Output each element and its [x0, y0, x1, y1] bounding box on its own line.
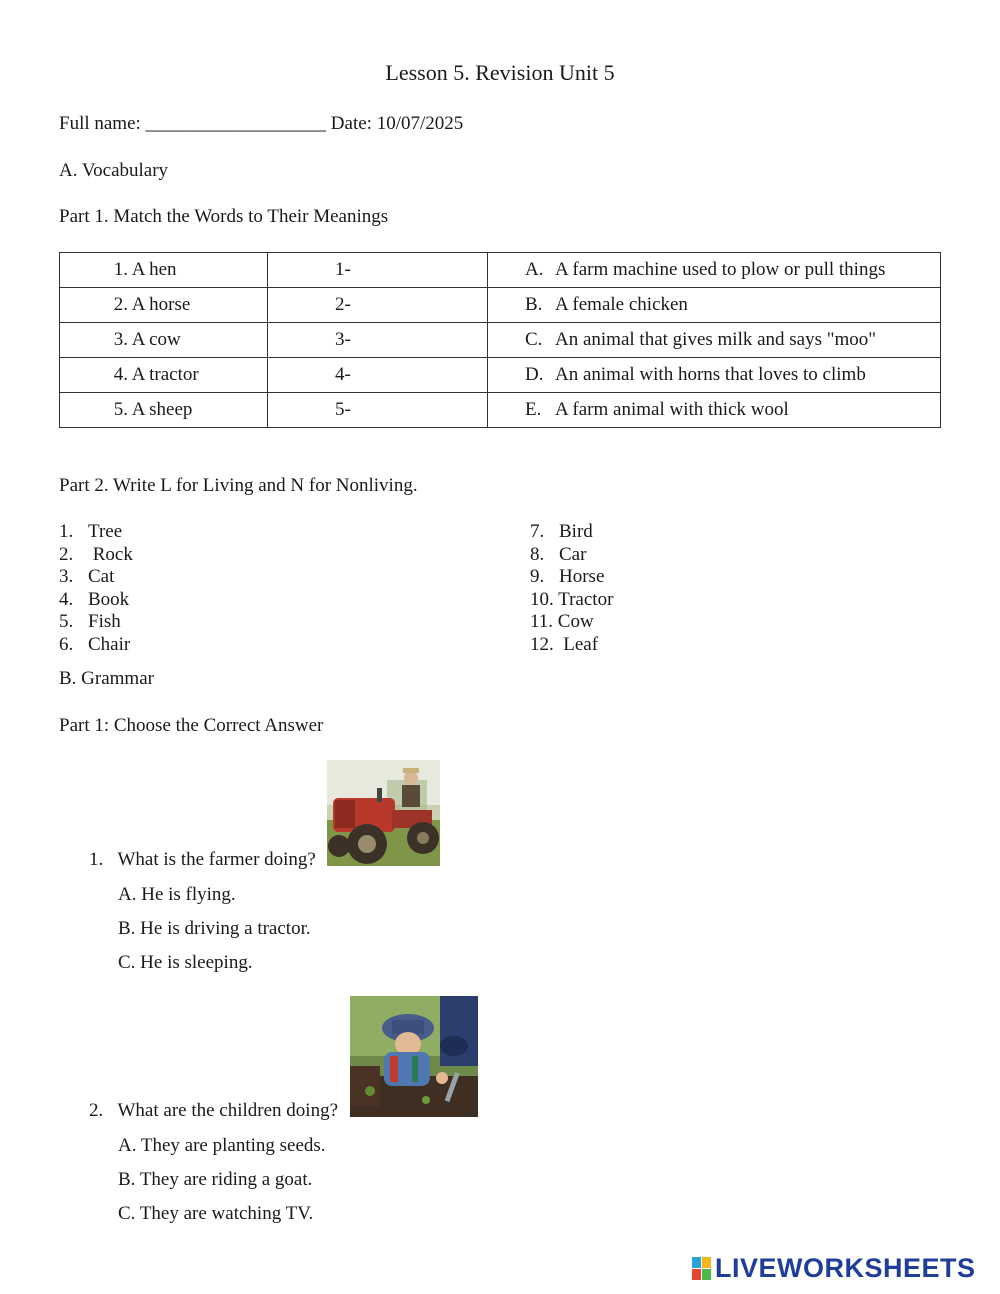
match-meaning: An animal with horns that loves to climb: [555, 364, 866, 385]
answer-blank[interactable]: 3-: [335, 329, 351, 350]
page-title: Lesson 5. Revision Unit 5: [385, 60, 615, 85]
q1-option-b[interactable]: B. He is driving a tractor.: [118, 918, 311, 939]
question-text: What are the children doing?: [117, 1100, 339, 1121]
fullname-date-line: Full name: ___________________ Date: 10/07/2025: [59, 113, 464, 134]
question-number: 1.: [89, 849, 104, 870]
row-number: 2.: [113, 294, 128, 315]
list-item: 8. Car: [530, 543, 587, 565]
row-number: 5.: [113, 399, 128, 420]
list-item: 12. Leaf: [530, 633, 599, 655]
q1-option-c[interactable]: C. He is sleeping.: [118, 952, 253, 973]
match-word: A cow: [131, 329, 181, 350]
match-meaning: An animal that gives milk and says "moo": [555, 329, 877, 350]
row-number: 4.: [113, 364, 128, 385]
list-item: 5. Fish: [59, 611, 121, 633]
part1-heading: Part 1. Match the Words to Their Meanings: [59, 206, 389, 227]
q2-option-c[interactable]: C. They are watching TV.: [118, 1203, 314, 1224]
living-list-right: [530, 521, 613, 657]
match-meaning: A farm machine used to plow or pull things: [555, 259, 886, 280]
match-word: A sheep: [131, 399, 193, 420]
meaning-letter: A.: [525, 259, 544, 280]
logo-text: LIVEWORKSHEETS: [715, 1253, 976, 1283]
meaning-letter: E.: [525, 399, 542, 420]
match-table: [59, 252, 941, 428]
liveworksheets-logo[interactable]: [692, 1253, 976, 1284]
section-b-heading: B. Grammar: [59, 668, 154, 689]
match-meaning: A female chicken: [555, 294, 688, 315]
q2-option-a[interactable]: A. They are planting seeds.: [118, 1135, 326, 1156]
section-a-heading: A. Vocabulary: [59, 160, 169, 181]
living-list-left: [59, 521, 133, 657]
table-row: [60, 358, 941, 393]
table-row: [60, 323, 941, 358]
grammar-part1-heading: Part 1: Choose the Correct Answer: [59, 715, 324, 736]
question-text: What is the farmer doing?: [117, 849, 316, 870]
answer-blank[interactable]: 1-: [335, 259, 351, 280]
farmer-tractor-image: [327, 760, 440, 866]
list-item: 3. Cat: [59, 566, 115, 588]
row-number: 3.: [113, 329, 128, 350]
row-number: 1.: [113, 259, 128, 280]
match-word: A tractor: [131, 364, 199, 385]
list-item: 4. Book: [59, 588, 130, 610]
list-item: 6. Chair: [59, 633, 131, 655]
list-item: 11. Cow: [530, 611, 594, 633]
list-item: 7. Bird: [530, 521, 593, 542]
question-1: [89, 849, 316, 871]
meaning-letter: B.: [525, 294, 543, 315]
table-row: [60, 393, 941, 428]
list-item: 1. Tree: [59, 521, 123, 542]
logo-mark-icon: [692, 1257, 711, 1280]
meaning-letter: D.: [525, 364, 544, 385]
part2-heading: Part 2. Write L for Living and N for Nonliving.: [59, 475, 418, 496]
answer-blank[interactable]: 4-: [335, 364, 351, 385]
question-2: [89, 1100, 338, 1122]
match-meaning: A farm animal with thick wool: [555, 399, 789, 420]
answer-blank[interactable]: 5-: [335, 399, 351, 420]
list-item: 2. Rock: [59, 543, 133, 565]
list-item: 10. Tractor: [530, 588, 614, 610]
children-planting-image: [350, 996, 478, 1117]
meaning-letter: C.: [525, 329, 543, 350]
question-number: 2.: [89, 1100, 104, 1121]
q2-option-b[interactable]: B. They are riding a goat.: [118, 1169, 313, 1190]
match-word: A horse: [131, 294, 191, 315]
table-row: [60, 288, 941, 323]
q1-option-a[interactable]: A. He is flying.: [118, 884, 236, 905]
match-word: A hen: [131, 259, 177, 280]
answer-blank[interactable]: 2-: [335, 294, 351, 315]
list-item: 9. Horse: [530, 566, 605, 588]
table-row: [60, 253, 941, 288]
